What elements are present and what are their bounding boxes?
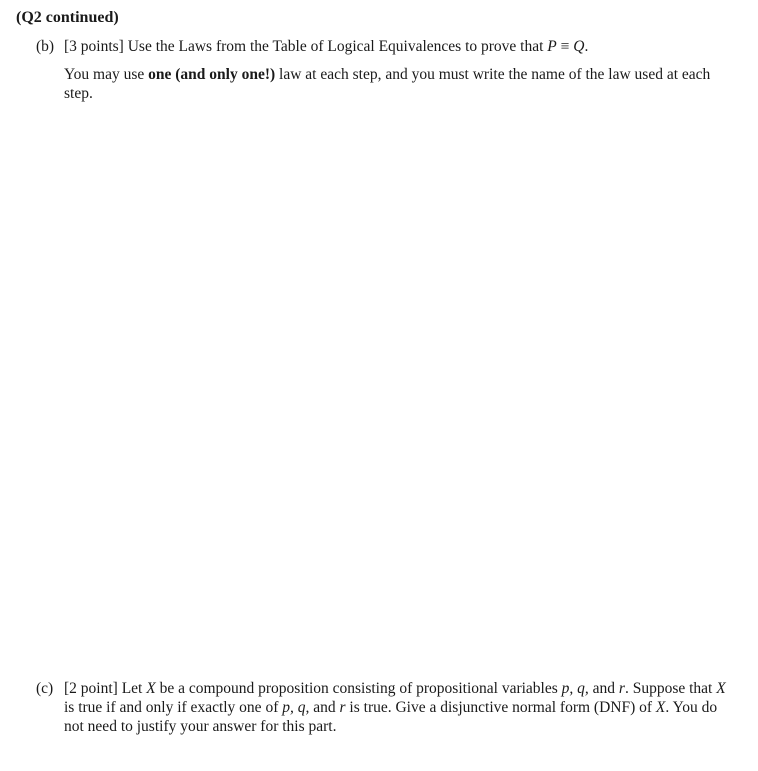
part-b-text: Use the Laws from the Table of Logical Equivalences to prove that: [127, 38, 544, 55]
part-c-points: [2 point]: [64, 680, 118, 697]
part-c-text: . Suppose that: [624, 680, 713, 697]
part-b-instructions: [64, 65, 736, 103]
math-r: r: [618, 680, 625, 697]
part-c-text: Let: [121, 680, 143, 697]
math-pq: p, q,: [561, 680, 589, 697]
part-c-text: and: [313, 699, 336, 716]
instr-1: You may use: [64, 66, 145, 83]
part-c-label: (c): [36, 680, 54, 697]
section-heading: (Q2 continued): [16, 9, 119, 26]
instr-2: law at each step, and you must write the name of the law used at each step.: [64, 66, 711, 102]
part-c-text: is true if and only if exactly one of: [64, 699, 279, 716]
math-X: X: [655, 699, 666, 716]
part-b-question: [64, 37, 736, 56]
math-Q: Q: [573, 38, 585, 55]
part-c-text: and: [592, 680, 616, 697]
part-c-text: . You do not need to justify your answer for this part.: [64, 699, 718, 735]
math-r: r: [339, 699, 346, 716]
math-X: X: [716, 680, 726, 697]
part-c-text: be a compound proposition consisting of propositional variables: [159, 680, 558, 697]
part-b-period: .: [584, 38, 589, 55]
part-b-label: (b): [36, 38, 55, 55]
math-P: P: [547, 38, 557, 55]
part-b-points: [3 points]: [64, 38, 124, 55]
math-X: X: [146, 680, 156, 697]
part-c: [36, 679, 736, 736]
part-c-question: [64, 679, 736, 736]
math-pq: p, q,: [282, 699, 310, 716]
part-b: [36, 37, 736, 103]
part-c-text: is true. Give a disjunctive normal form (DNF) of: [349, 699, 653, 716]
instr-bold: one (and only one!): [148, 66, 276, 83]
math-equiv: ≡: [560, 38, 570, 55]
